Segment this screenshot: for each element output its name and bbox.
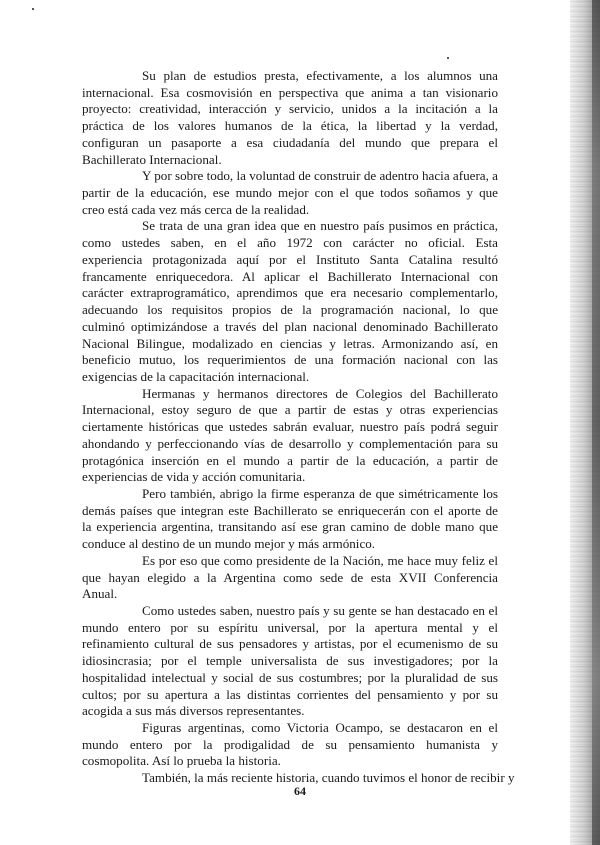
- text-line: ahondando y perfeccionando vías de desarrollo y complementación para su: [82, 435, 498, 451]
- text-line: creo está cada vez más cerca de la realidad.: [82, 201, 310, 217]
- text-line: que hayan elegido a la Argentina como sede de esta XVII Conferencia: [82, 569, 498, 585]
- text-line: la experiencia argentina, transitando así ese gran camino de doble mano que: [82, 519, 498, 535]
- text-line: exigencias de la capacitación internacional.: [82, 368, 310, 384]
- scan-edge-border: [592, 0, 600, 845]
- text-line: Bachillerato Internacional.: [82, 151, 222, 167]
- paragraph: [82, 385, 528, 486]
- scan-speck: [32, 8, 34, 10]
- paragraph: [82, 552, 528, 603]
- paragraph: [82, 68, 528, 168]
- text-line: demás países que integran este Bachillerato se enriquecerán con el aporte de: [82, 502, 498, 518]
- text-line: cosmopolita. Así lo prueba la historia.: [82, 753, 281, 769]
- paragraph: [82, 720, 528, 770]
- document-body: [82, 68, 528, 787]
- text-line: acogida a sus más diversos representantes.: [82, 703, 305, 719]
- text-line: práctica de los valores humanos de la ética, la libertad y la verdad,: [82, 118, 498, 134]
- text-line: ciertamente históricas que ustedes sabrán evaluar, nuestro país podrá seguir: [82, 419, 498, 435]
- paragraph: [82, 218, 528, 385]
- text-line: Anual.: [82, 586, 118, 602]
- text-line: proyecto: creatividad, interacción y servicio, unidos a la incitación a la: [82, 101, 498, 117]
- page-number: 64: [294, 784, 306, 798]
- text-line: Hermanas y hermanos directores de Colegios del Bachillerato: [142, 385, 498, 401]
- text-line: Se trata de una gran idea que en nuestro país pusimos en práctica,: [142, 218, 498, 234]
- text-line: beneficio mutuo, los requerimientos de una formación nacional con las: [82, 352, 498, 368]
- text-line: experiencia protagonizada aquí por el Instituto Santa Catalina resultó: [82, 251, 498, 267]
- paragraph: [82, 168, 528, 218]
- text-line: como ustedes saben, en el año 1972 con carácter no oficial. Esta: [82, 235, 498, 251]
- text-line: culminó optimizándose a través del plan nacional denominado Bachillerato: [82, 318, 498, 334]
- text-line: carácter extraprogramático, aprendimos que era necesario complementarlo,: [82, 285, 498, 301]
- text-line: configuran un pasaporte a esa ciudadanía del mundo que prepara el: [82, 134, 498, 150]
- text-line: idiosincrasia; por el temple universalista de sus investigadores; por la: [82, 653, 498, 669]
- text-line: adecuando los requisitos propios de la programación nacional, lo que: [82, 302, 498, 318]
- text-line: Y por sobre todo, la voluntad de construir de adentro hacia afuera, a: [142, 168, 498, 184]
- text-line: internacional. Esa cosmovisión en perspectiva que anima a tan visionario: [82, 84, 498, 100]
- paragraph: [82, 485, 528, 553]
- paragraph: [82, 603, 528, 720]
- text-line: conduce al destino de un mundo mejor y más armónico.: [82, 536, 376, 552]
- text-line: Como ustedes saben, nuestro país y su gente se han destacado en el: [142, 603, 498, 618]
- text-line: Internacional, estoy seguro de que a partir de estas y otras experiencias: [82, 402, 498, 418]
- text-line: Es por eso que como presidente de la Nación, me hace muy feliz el: [142, 552, 498, 568]
- text-line: Su plan de estudios presta, efectivamente, a los alumnos una: [142, 68, 498, 83]
- text-line: mundo entero por su espíritu universal, por la apertura mental y el: [82, 619, 498, 635]
- text-line: hospitalidad intelectual y social de sus costumbres; por la pluralidad de sus: [82, 669, 498, 685]
- text-line: Figuras argentinas, como Victoria Ocampo, se destacaron en el: [142, 720, 498, 736]
- text-line: experiencias de vida y acción comunitaria.: [82, 469, 306, 485]
- text-line: partir de la educación, ese mundo mejor con el que todos soñamos y que: [82, 185, 498, 201]
- text-line: También, la más reciente historia, cuando tuvimos el honor de recibir y: [142, 770, 515, 786]
- text-line: francamente enriquecedora. Al aplicar el Bachillerato Internacional con: [82, 268, 498, 284]
- text-line: protagónica inserción en el mundo a partir de la educación, a partir de: [82, 452, 498, 468]
- text-line: cultos; por su apertura a las distintas corrientes del pensamiento y por su: [82, 686, 498, 702]
- text-line: refinamiento cultural de sus pensadores y artistas, por el ecumenismo de su: [82, 636, 498, 652]
- text-line: Pero también, abrigo la firme esperanza de que simétricamente los: [142, 485, 498, 501]
- scan-speck: [447, 57, 449, 59]
- text-line: mundo entero por la prodigalidad de su pensamiento humanista y: [82, 736, 498, 752]
- text-line: Nacional Bilingue, modalizado en ciencias y letras. Armonizando así, en: [82, 335, 498, 351]
